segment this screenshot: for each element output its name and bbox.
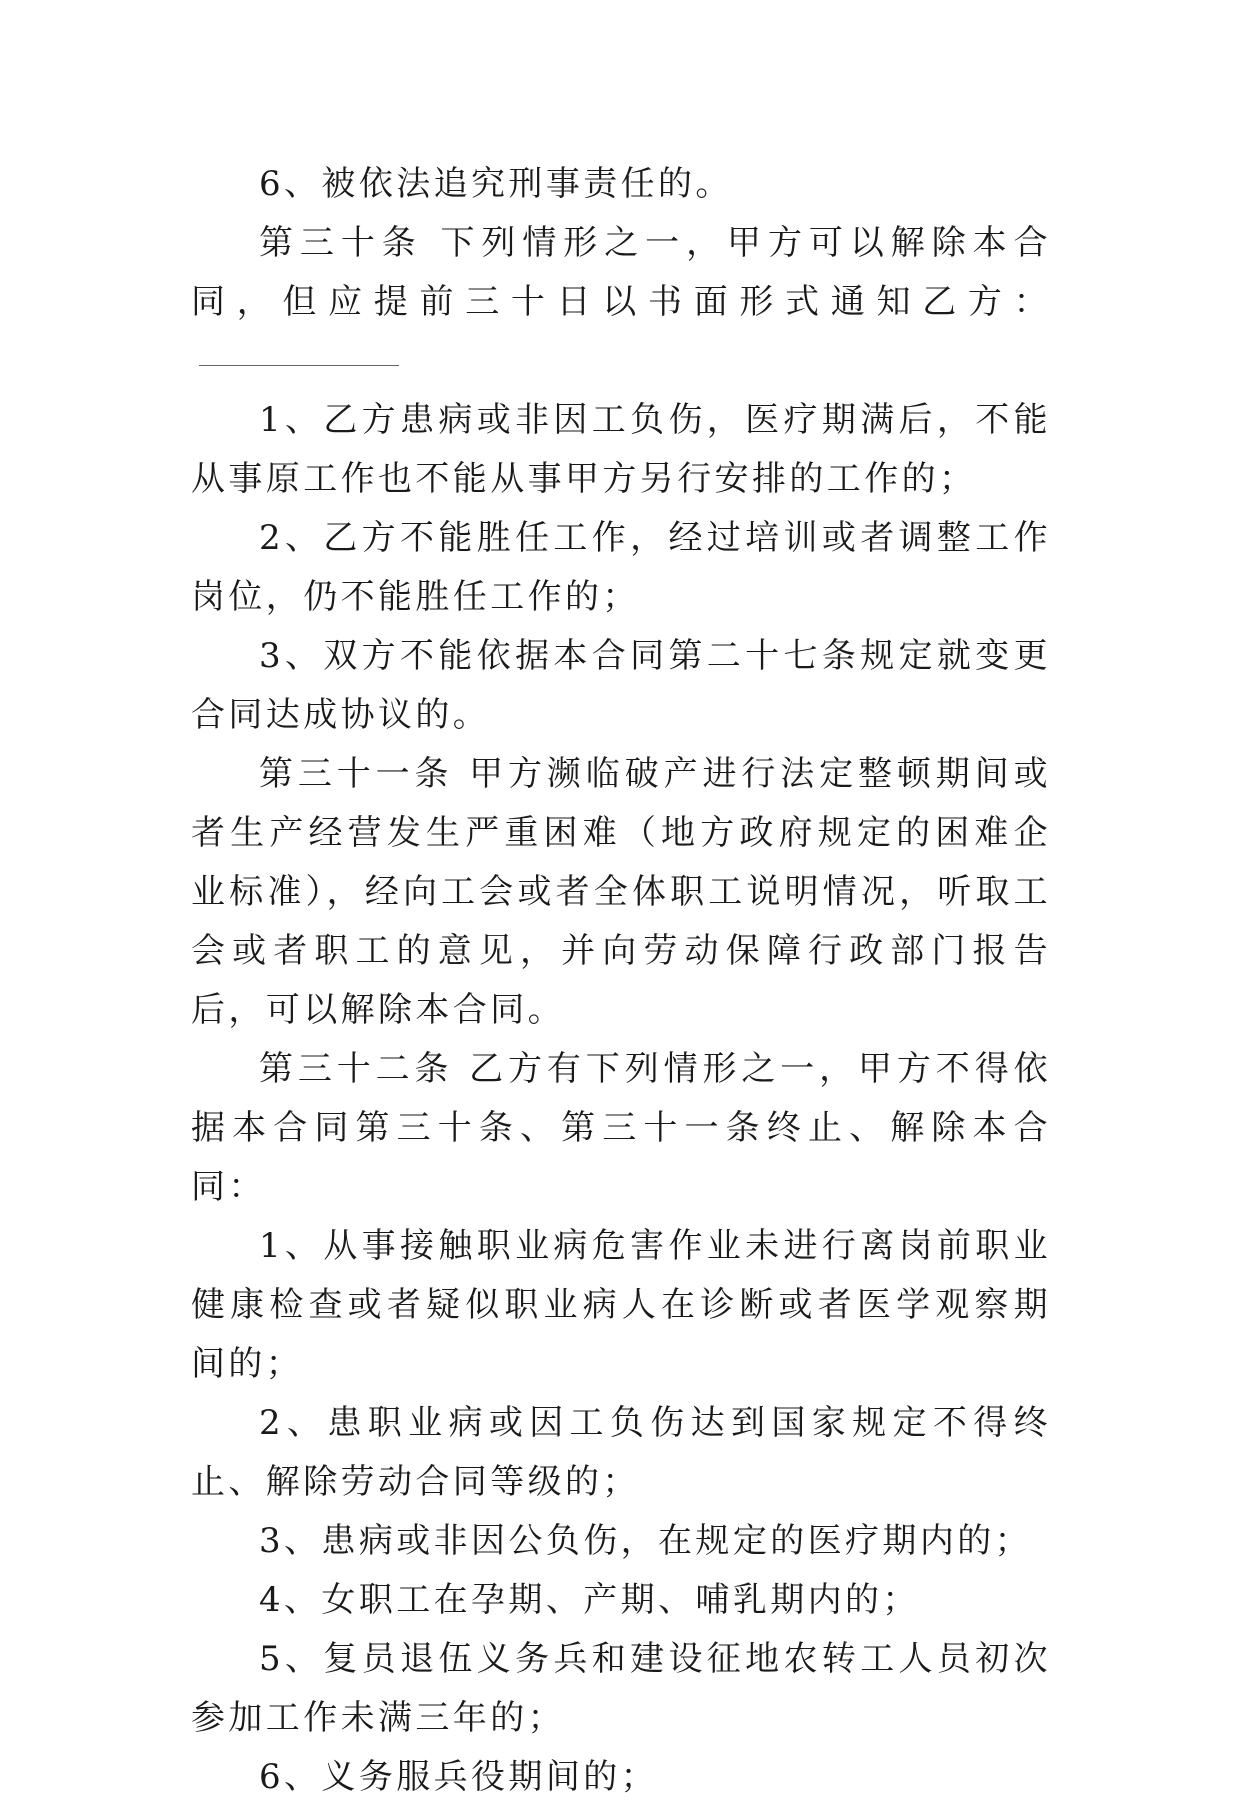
paragraph-text: 3、患病或非因公负伤，在规定的医疗期内的；	[259, 1521, 1033, 1561]
paragraph-text: 2、患职业病或因工负伤达到国家规定不得终止、解除劳动合同等级的；	[191, 1403, 1051, 1502]
paragraph-text: 第三十条 下列情形之一，甲方可以解除本合同，但应提前三十日以书面形式通知乙方：	[191, 223, 1051, 322]
paragraph-text: 第三十一条 甲方濒临破产进行法定整顿期间或者生产经营发生严重困难（地方政府规定的困难企业标准），经向工会或者全体职工说明情况，听取工会或者职工的意见，并向劳动保障行政部门报告后，可以解除本合同。	[191, 754, 1051, 1030]
paragraph-article-32	[191, 1040, 1051, 1217]
paragraph-text: 第三十二条 乙方有下列情形之一，甲方不得依据本合同第三十条、第三十一条终止、解除本合同：	[191, 1049, 1051, 1207]
paragraph-text: 4、女职工在孕期、产期、哺乳期内的；	[259, 1580, 920, 1620]
paragraph-item-4-female	[191, 1571, 1051, 1630]
paragraph-item-1-occupational	[191, 1217, 1051, 1394]
paragraph-item-3-medical-period	[191, 1512, 1051, 1571]
paragraph-text: 3、双方不能依据本合同第二十七条规定就变更合同达成协议的。	[191, 636, 1051, 735]
paragraph-item-6-military	[191, 1748, 1051, 1807]
paragraph-text: 1、从事接触职业病危害作业未进行离岗前职业健康检查或者疑似职业病人在诊断或者医学观察期间的；	[191, 1226, 1051, 1384]
paragraph-item-6-criminal	[191, 155, 1051, 214]
paragraph-item-3-no-agreement	[191, 627, 1051, 745]
paragraph-item-5-veterans	[191, 1630, 1051, 1748]
paragraph-item-2-injury	[191, 1394, 1051, 1512]
paragraph-text: 1、乙方患病或非因工负伤，医疗期满后，不能从事原工作也不能从事甲方另行安排的工作的；	[191, 400, 1051, 499]
document-body	[191, 155, 1051, 1807]
fill-in-blank-line	[199, 364, 399, 366]
paragraph-item-1-illness	[191, 391, 1051, 509]
paragraph-article-31	[191, 745, 1051, 1040]
paragraph-text: 6、被依法追究刑事责任的。	[259, 164, 733, 204]
paragraph-article-30	[191, 214, 1051, 391]
paragraph-text: 6、义务服兵役期间的；	[259, 1757, 659, 1797]
paragraph-item-2-incompetent	[191, 509, 1051, 627]
paragraph-text: 2、乙方不能胜任工作，经过培训或者调整工作岗位，仍不能胜任工作的；	[191, 518, 1051, 617]
paragraph-text: 5、复员退伍义务兵和建设征地农转工人员初次参加工作未满三年的；	[191, 1639, 1051, 1738]
